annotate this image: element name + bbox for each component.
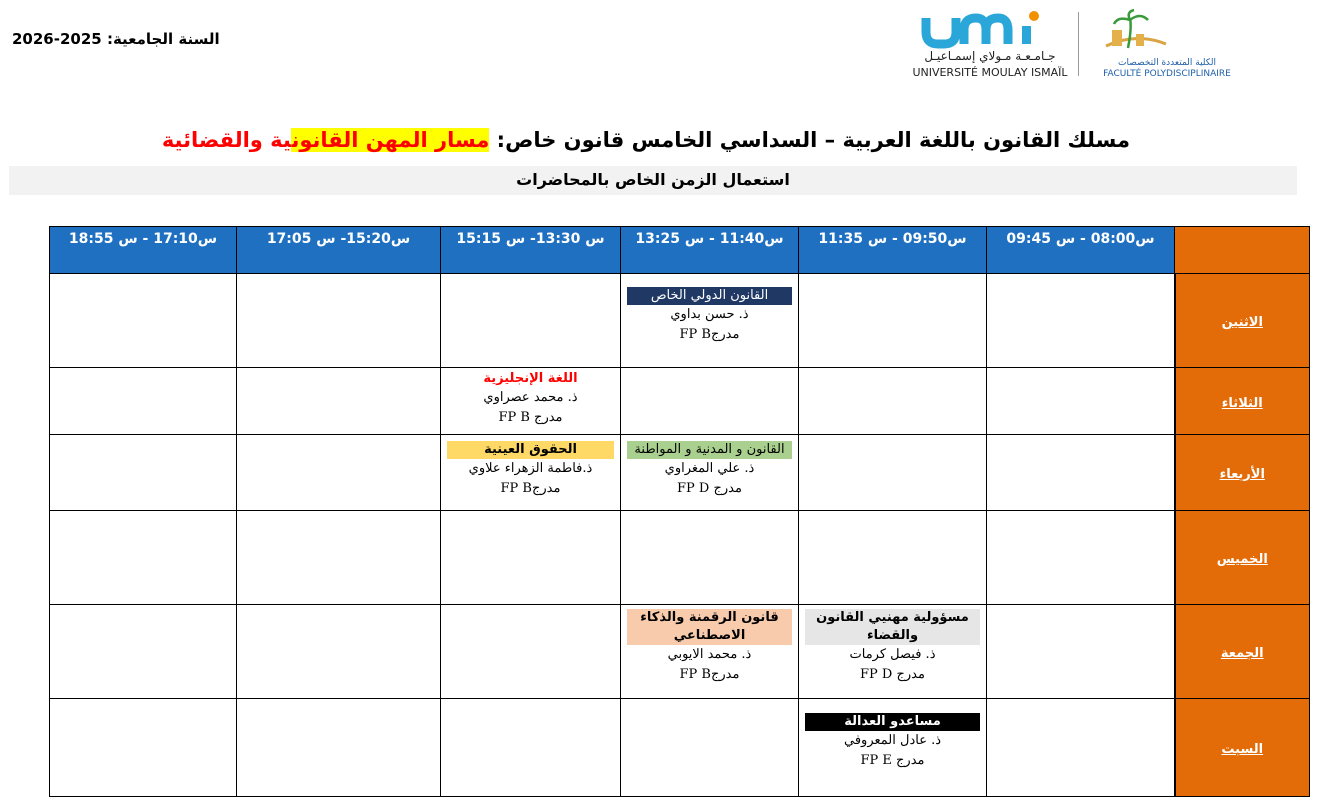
session-subject: مساعدو العدالة xyxy=(805,713,980,731)
day-cell-friday xyxy=(1175,605,1310,699)
empty-cell xyxy=(799,511,987,605)
academic-year: السنة الجامعية: 2025-2026 xyxy=(12,30,220,48)
session-professor: ذ. حسن بداوي xyxy=(670,307,749,322)
session-cell xyxy=(441,435,621,511)
faculty-name-ar: الكلية المتعددة التخصصات xyxy=(1118,58,1216,68)
empty-cell xyxy=(621,368,799,435)
empty-cell xyxy=(441,605,621,699)
day-label: الاثنين xyxy=(1221,315,1263,330)
day-cell-monday xyxy=(1175,274,1310,368)
empty-cell xyxy=(237,435,441,511)
slot-header: س08:00 - س 09:45 xyxy=(987,227,1175,274)
university-name-fr: UNIVERSITÉ MOULAY ISMAÏL xyxy=(912,66,1068,79)
session-professor: ذ. عادل المعروفي xyxy=(844,733,941,748)
page-title xyxy=(162,128,1130,152)
day-cell-thursday xyxy=(1175,511,1310,605)
empty-cell xyxy=(237,511,441,605)
empty-cell xyxy=(237,274,441,368)
slot-header: س11:40 - س 13:25 xyxy=(621,227,799,274)
empty-cell xyxy=(621,699,799,797)
session-cell xyxy=(621,435,799,511)
empty-cell xyxy=(50,699,237,797)
session-room: مدرج FP D xyxy=(860,667,925,682)
empty-cell xyxy=(987,605,1175,699)
table-row xyxy=(50,699,1310,797)
day-cell-wednesday xyxy=(1175,435,1310,511)
day-label: السبت xyxy=(1221,742,1264,757)
session-room: مدرج FP E xyxy=(860,753,925,768)
empty-cell xyxy=(441,699,621,797)
subtitle-bar xyxy=(9,166,1297,195)
session-cell xyxy=(799,699,987,797)
session-cell xyxy=(799,605,987,699)
empty-cell xyxy=(50,511,237,605)
empty-cell xyxy=(987,699,1175,797)
session-room: مدرجFP B xyxy=(679,327,740,342)
university-logo xyxy=(900,8,1070,80)
empty-cell xyxy=(237,699,441,797)
table-row xyxy=(50,274,1310,368)
session-subject: مسؤولية مهنيي القانون والقضاء xyxy=(805,609,980,645)
empty-cell xyxy=(621,511,799,605)
logo-divider xyxy=(1078,12,1079,76)
day-label: الخميس xyxy=(1216,552,1268,567)
day-cell-saturday xyxy=(1175,699,1310,797)
session-cell xyxy=(621,274,799,368)
session-cell xyxy=(441,368,621,435)
timetable-header-row xyxy=(50,227,1310,274)
table-row xyxy=(50,368,1310,435)
university-name-ar: جـامـعـة مـولاي إسمـاعيـل xyxy=(924,49,1056,63)
day-label: الثلاثاء xyxy=(1221,395,1263,411)
empty-cell xyxy=(50,605,237,699)
faculty-name-fr: FACULTÉ POLYDISCIPLINAIRE xyxy=(1103,69,1231,79)
empty-cell xyxy=(987,368,1175,435)
empty-cell xyxy=(799,368,987,435)
day-cell-tuesday xyxy=(1175,368,1310,435)
empty-cell xyxy=(237,368,441,435)
session-subject: القانون و المدنية و المواطنة xyxy=(627,441,792,459)
table-row xyxy=(50,605,1310,699)
page-subtitle: استعمال الزمن الخاص بالمحاضرات xyxy=(516,170,790,189)
empty-cell xyxy=(987,274,1175,368)
session-professor: ذ. محمد عصراوي xyxy=(483,390,578,405)
empty-cell xyxy=(987,435,1175,511)
slot-header: س15:20- س 17:05 xyxy=(237,227,441,274)
session-subject: الحقوق العينية xyxy=(447,441,614,459)
empty-cell xyxy=(50,368,237,435)
day-label: الجمعة xyxy=(1220,646,1264,661)
title-track-rest: ية والقضائية xyxy=(161,128,292,152)
empty-cell xyxy=(799,435,987,511)
empty-cell xyxy=(50,435,237,511)
faculty-logo xyxy=(1092,8,1242,80)
session-professor: ذ. علي المغراوي xyxy=(664,461,755,476)
timetable-corner xyxy=(1175,227,1310,274)
session-professor: ذ.فاطمة الزهراء علاوي xyxy=(468,461,593,476)
timetable xyxy=(49,226,1310,797)
session-cell xyxy=(621,605,799,699)
session-room: مدرجFP B xyxy=(679,667,740,682)
session-room: مدرجFP B xyxy=(500,481,561,496)
slot-header: س 13:30- س 15:15 xyxy=(441,227,621,274)
session-subject: قانون الرقمنة والذكاء الاصطناعي xyxy=(627,609,792,645)
empty-cell xyxy=(441,274,621,368)
session-subject: القانون الدولي الخاص xyxy=(627,287,792,305)
table-row xyxy=(50,435,1310,511)
session-subject: اللغة الإنجليزية xyxy=(483,371,578,386)
session-room: مدرج FP D xyxy=(677,481,742,496)
empty-cell xyxy=(441,511,621,605)
empty-cell xyxy=(50,274,237,368)
empty-cell xyxy=(799,274,987,368)
slot-header: س17:10 - س 18:55 xyxy=(50,227,237,274)
empty-cell xyxy=(987,511,1175,605)
day-label: الأربعاء xyxy=(1219,467,1265,482)
slot-header: س09:50 - س 11:35 xyxy=(799,227,987,274)
session-professor: ذ. محمد الايوبي xyxy=(667,647,752,662)
title-track-highlight: مسار المهن القانون xyxy=(291,128,490,152)
session-room: مدرج FP B xyxy=(498,410,563,425)
table-row xyxy=(50,511,1310,605)
session-professor: ذ. فيصل كرمات xyxy=(849,647,936,662)
empty-cell xyxy=(237,605,441,699)
title-program: مسلك القانون باللغة العربية – السداسي الخامس قانون خاص: xyxy=(489,128,1130,152)
